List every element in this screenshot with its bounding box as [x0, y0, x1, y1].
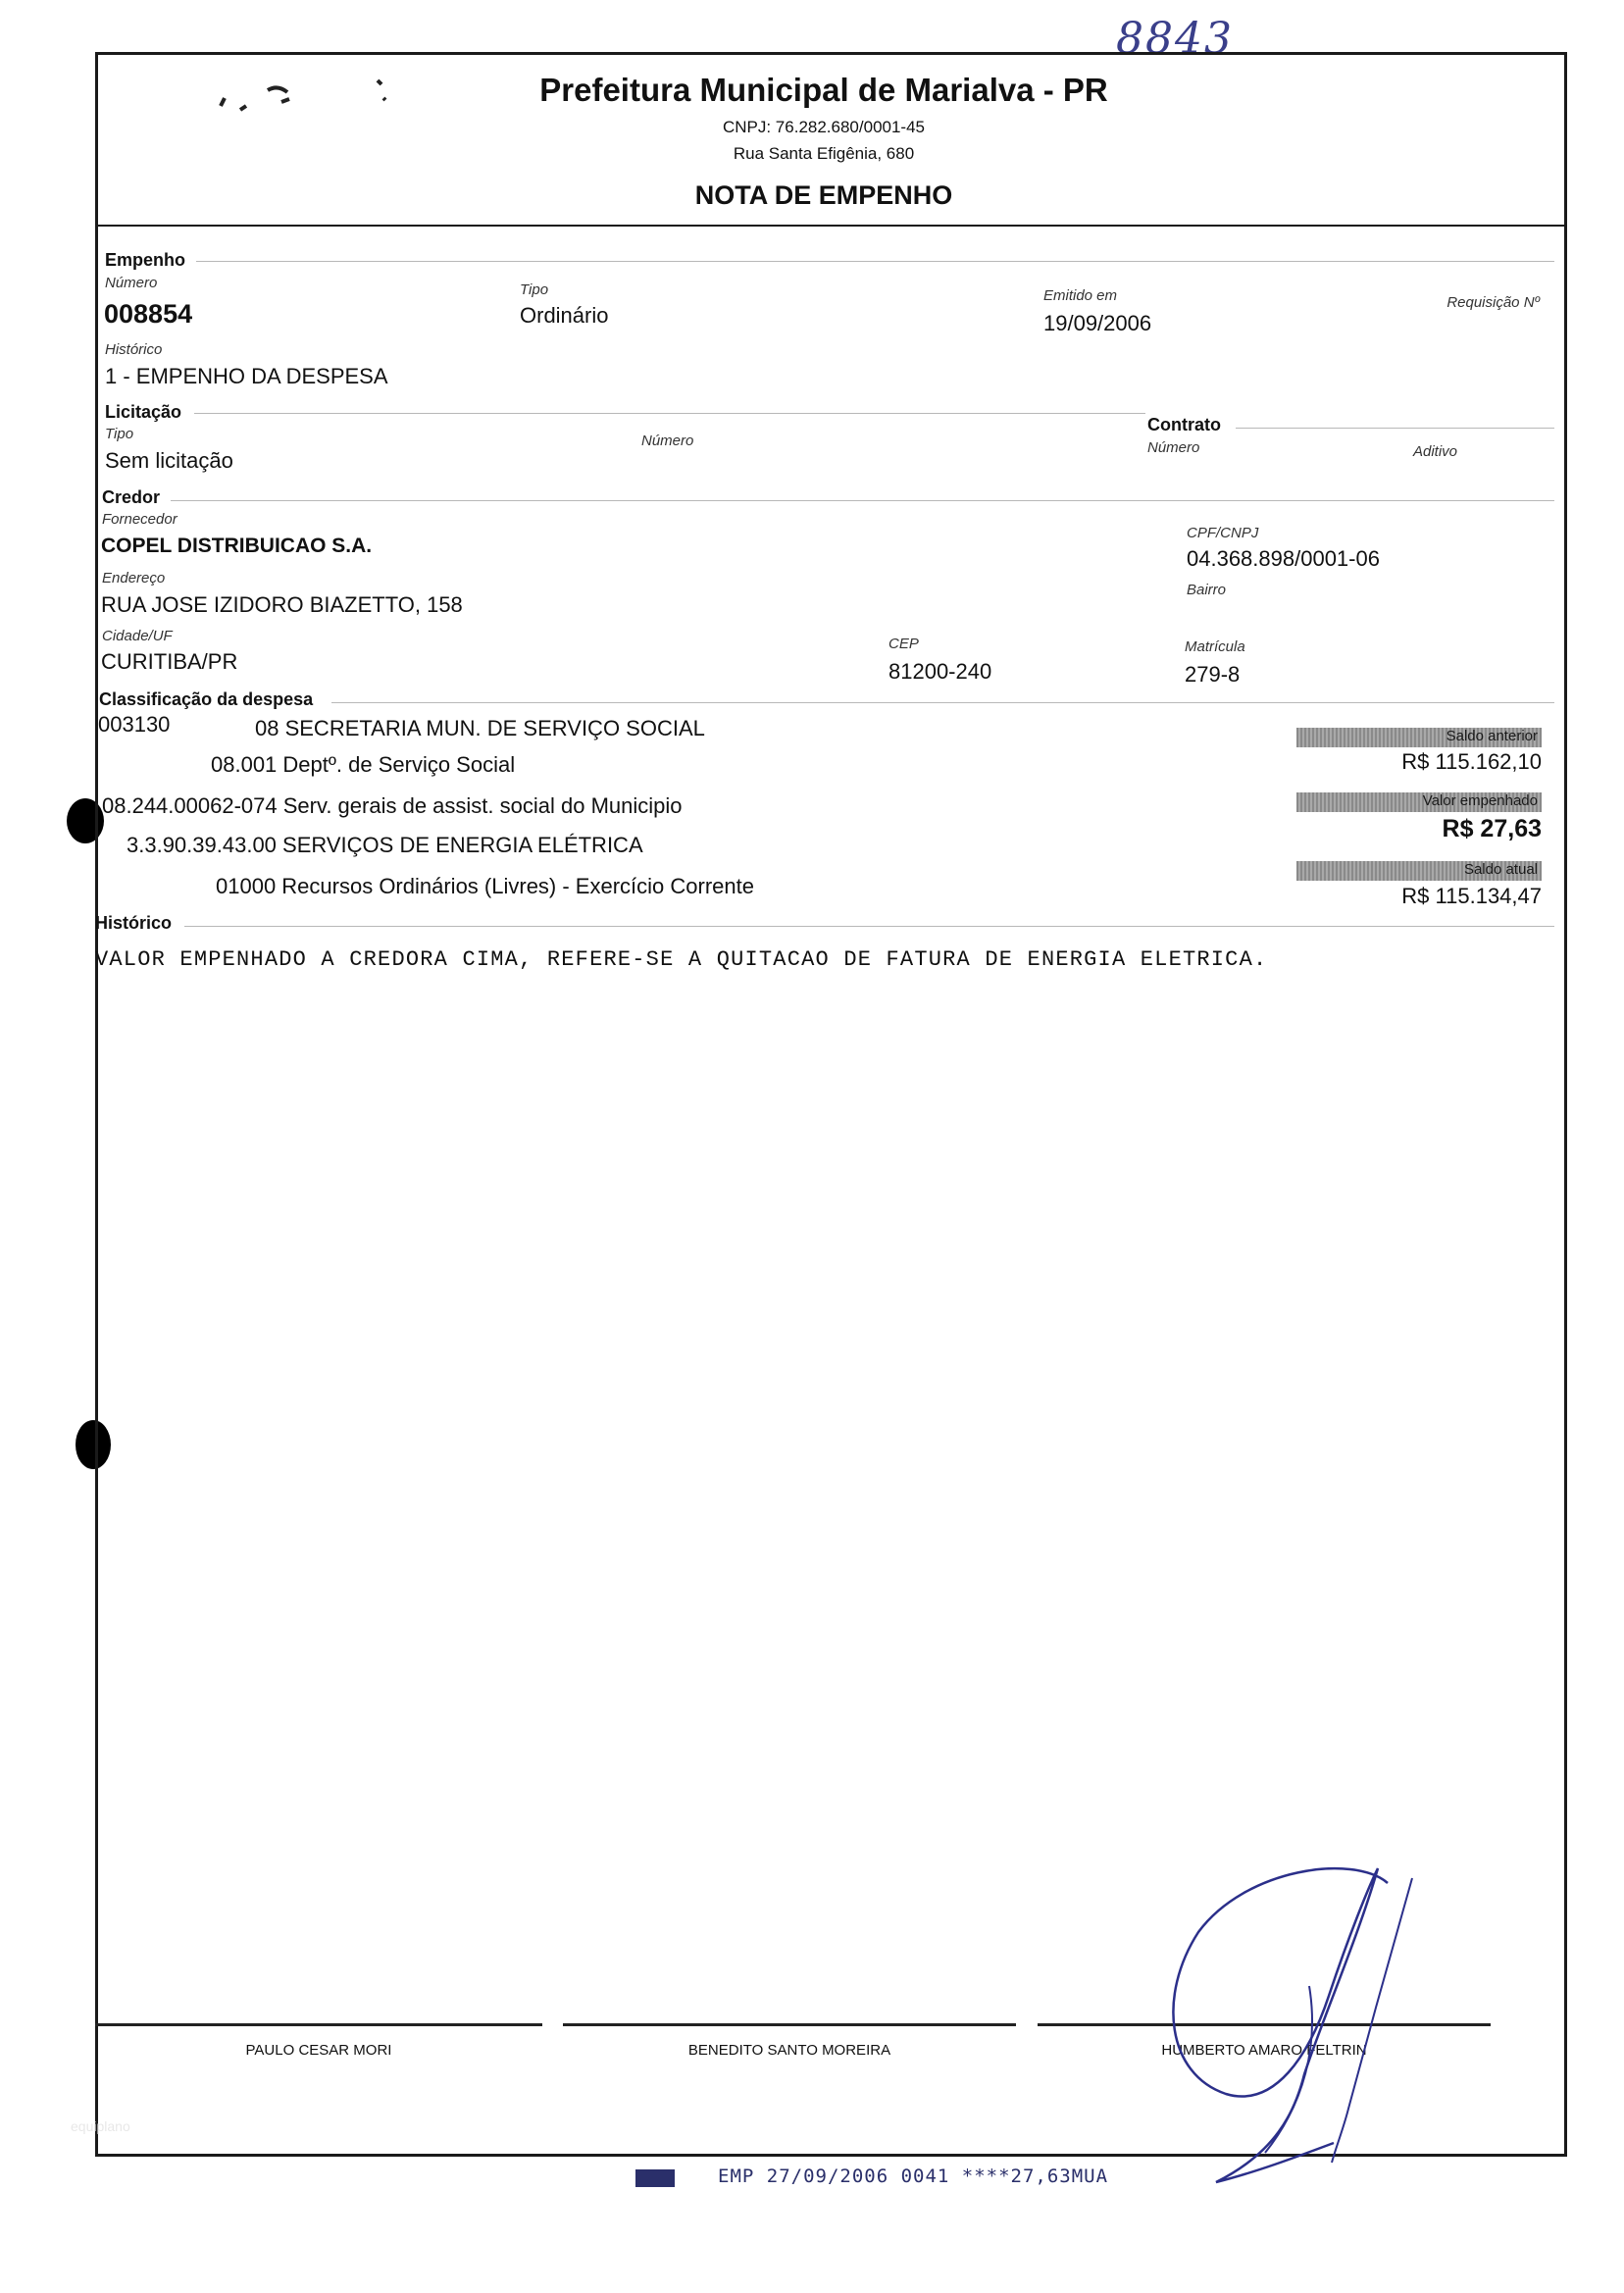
classificacao-line-recurso: 01000 Recursos Ordinários (Livres) - Exercício Corrente [216, 874, 754, 898]
contrato-aditivo-label: Aditivo [1413, 443, 1458, 460]
matricula-label: Matrícula [1185, 638, 1245, 655]
valor-empenhado-value: R$ 27,63 [1442, 815, 1542, 842]
section-classificacao: Classificação da despesa [99, 689, 314, 709]
cnpj-line: CNPJ: 76.282.680/0001-45 [722, 118, 926, 136]
handwritten-signature [1157, 1859, 1451, 2202]
saldo-anterior-value: R$ 115.162,10 [1401, 749, 1542, 774]
empenho-numero-label: Número [105, 275, 158, 291]
classificacao-line-unidade: 08.001 Deptº. de Serviço Social [211, 752, 516, 777]
classificacao-line-orgao: 08 SECRETARIA MUN. DE SERVIÇO SOCIAL [255, 716, 705, 740]
section-credor: Credor [102, 487, 161, 507]
footer-stamp-mark [635, 2169, 675, 2187]
licitacao-tipo-label: Tipo [105, 426, 134, 442]
address-line: Rua Santa Efigênia, 680 [733, 144, 915, 163]
endereco-label: Endereço [102, 570, 166, 586]
credor-endereco: RUA JOSE IZIDORO BIAZETTO, 158 [101, 592, 463, 617]
signature-line-1 [95, 2023, 542, 2026]
header-divider [95, 225, 1564, 227]
empenho-tipo: Ordinário [520, 303, 609, 328]
cep-label: CEP [888, 636, 919, 652]
footer-stamp: EMP 27/09/2006 0041 ****27,63MUA [718, 2166, 1109, 2187]
watermark: equiplano [71, 2118, 130, 2134]
credor-cep: 81200-240 [888, 659, 992, 684]
classificacao-line-elemento: 3.3.90.39.43.00 SERVIÇOS DE ENERGIA ELÉTRICA [127, 833, 643, 857]
section-contrato: Contrato [1147, 415, 1221, 434]
cidade-label: Cidade/UF [102, 628, 173, 644]
historico-rule [184, 926, 1554, 927]
saldo-atual-value: R$ 115.134,47 [1401, 884, 1542, 908]
classificacao-rule [331, 702, 1554, 703]
section-empenho: Empenho [105, 250, 186, 270]
licitacao-numero-label: Número [641, 433, 694, 449]
requisicao-label: Requisição Nº [1446, 294, 1540, 311]
saldo-atual-label: Saldo atual [1296, 861, 1542, 881]
historico-text: VALOR EMPENHADO A CREDORA CIMA, REFERE-SE A QUITACAO DE FATURA DE ENERGIA ELETRICA. [95, 947, 1268, 972]
emitido-date: 19/09/2006 [1043, 311, 1152, 335]
emitido-label: Emitido em [1043, 287, 1118, 304]
licitacao-tipo: Sem licitação [105, 448, 233, 473]
classificacao-line-funcional: 08.244.00062-074 Serv. gerais de assist. social do Municipio [102, 793, 683, 818]
signatory-1: PAULO CESAR MORI [245, 2042, 392, 2059]
handwritten-page-number: 8843 [1116, 14, 1234, 64]
document-title: NOTA DE EMPENHO [694, 180, 953, 210]
credor-cnpj: 04.368.898/0001-06 [1187, 546, 1380, 571]
signatory-3: HUMBERTO AMARO FELTRIN [1161, 2042, 1367, 2059]
saldo-anterior-label: Saldo anterior [1296, 728, 1542, 747]
page-title: Prefeitura Municipal de Marialva - PR [539, 72, 1108, 108]
fornecedor-name: COPEL DISTRIBUICAO S.A. [101, 535, 373, 557]
section-licitacao: Licitação [105, 402, 182, 422]
licitacao-rule [194, 413, 1145, 414]
empenho-historico: 1 - EMPENHO DA DESPESA [105, 364, 388, 388]
bairro-label: Bairro [1187, 582, 1227, 598]
credor-matricula: 279-8 [1185, 662, 1241, 687]
signatory-2: BENEDITO SANTO MOREIRA [687, 2042, 891, 2059]
empenho-historico-label: Histórico [105, 341, 163, 358]
section-historico: Histórico [95, 913, 173, 933]
classificacao-code: 003130 [98, 712, 171, 737]
credor-rule [171, 500, 1554, 501]
cnpj-label: CPF/CNPJ [1187, 525, 1259, 541]
empenho-rule [196, 261, 1554, 262]
contrato-numero-label: Número [1147, 439, 1200, 456]
fornecedor-label: Fornecedor [102, 511, 178, 528]
credor-cidade: CURITIBA/PR [101, 649, 238, 674]
contrato-rule [1236, 428, 1554, 429]
valor-empenhado-label: Valor empenhado [1296, 792, 1542, 812]
empenho-numero: 008854 [104, 299, 193, 329]
empenho-tipo-label: Tipo [520, 281, 549, 298]
signature-line-2 [563, 2023, 1016, 2026]
